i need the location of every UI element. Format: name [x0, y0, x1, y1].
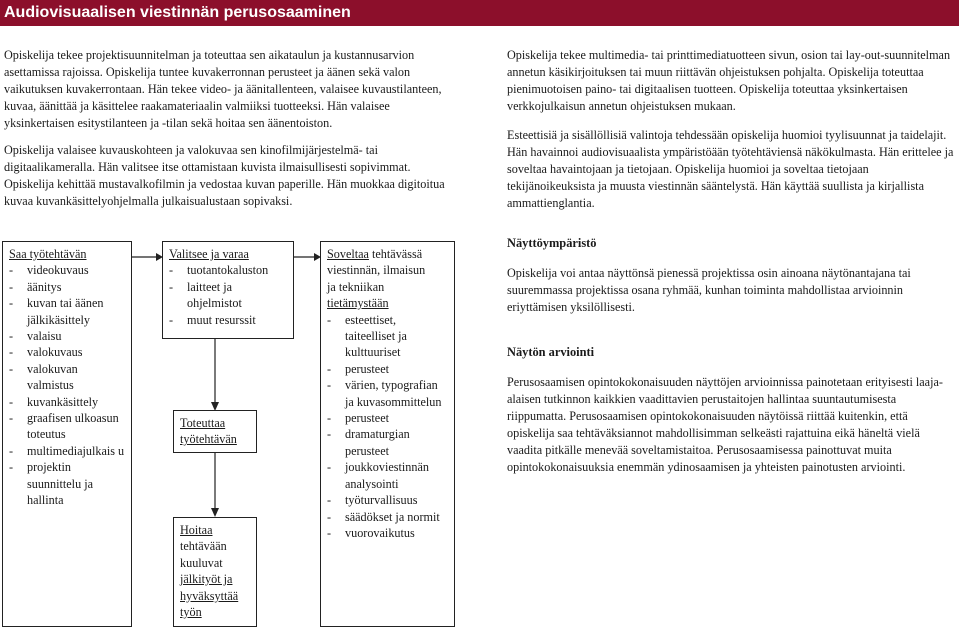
list-item: - työturvallisuus — [327, 492, 448, 508]
apply-heading — [327, 246, 448, 262]
execute-task-line1: Toteuttaa — [180, 416, 226, 430]
arrow-down-icon — [208, 452, 222, 518]
select-reserve-heading: Valitsee ja varaa — [169, 247, 249, 261]
apply-line2: ja tekniikan — [327, 279, 385, 294]
list-item: - valokuvaus — [9, 344, 125, 360]
handle-line5: hyväksyttää — [180, 588, 239, 603]
list-item: - projektin suunnittelu ja hallinta — [9, 459, 125, 508]
list-item: - värien, typografian ja kuvasommittelun — [327, 377, 448, 410]
handle-line1: Hoitaa — [180, 523, 213, 537]
arrow-right-icon — [294, 250, 322, 264]
assessment-text: Perusosaamisen opintokokonaisuuden näyttöjen arvioinnissa painotetaan erityisesti laaja-alaisen tutkinnon kaikkien vaadittavien perustaitojen hallintaa suuntautumisesta riippumatta. Perusosaamisen opintokokonaisuuden näytöissä riittää kuitenkin, että opiskelija saa tehtäväksiannot mahdollisimman selkeästi rajattuina eikä häneltä vielä vaadita pitkälle menevää soveltamistaitoa. Perusosaamisessa painottuvat muita opintokokonaisuuksia enemmän ydinosaamisen ja yhteisten painotusten arviointi. — [507, 375, 943, 474]
list-item: - perusteet — [327, 361, 448, 377]
list-item: - graafisen ulkoasun toteutus — [9, 410, 125, 443]
workplace-text: Opiskelija voi antaa näyttönsä pienessä projektissa osin ainoana näytönantajana tai suuremmassa projektissa osana ryhmää, kunhan toiminta mahdollistaa arvioinnin eriyttämisen yksilöllisesti. — [507, 266, 911, 314]
handle-line4: jälkityöt ja — [180, 572, 233, 587]
apply-line3: tietämystään — [327, 296, 389, 311]
list-item: - tuotantokaluston — [169, 262, 287, 278]
list-item: - dramaturgian perusteet — [327, 426, 448, 459]
list-item: - multimediajulkais u — [9, 443, 125, 459]
receive-task-box — [2, 241, 132, 627]
apply-line1: viestinnän, ilmaisun — [327, 263, 426, 278]
list-item: - vuorovaikutus — [327, 525, 448, 541]
list-item: - esteettiset, taiteelliset ja kulttuuriset — [327, 312, 448, 361]
list-item: - säädökset ja normit — [327, 509, 448, 525]
list-item: - muut resurssit — [169, 312, 287, 328]
right-paragraph-2: Esteettisiä ja sisällöllisiä valintoja tehdessään opiskelija huomioi tyylisuunnat ja taidelajit. Hän havainnoi audiovisuaalista ympäristöään työtehtäviensä näkökulmasta. Hän erittelee ja soveltaa havaintojaan ja tietojaan. Opiskelija huomioi ja soveltaa tietojaan tekijänoikeuksista ja muusta viestinnän sääntelystä. Hän käyttää suullista ja kirjallista ammattienglantia. — [507, 128, 954, 210]
page-title: Audiovisuaalisen viestinnän perusosaaminen — [0, 0, 959, 26]
left-paragraph-1: Opiskelija tekee projektisuunnitelman ja toteuttaa sen aikataulun ja kustannusarvion asettamissa rajoissa. Opiskelija tuntee kuvakerronnan perusteet ja äänen sekä valon vaikutuksen kuvakerrontaan. Hän tekee video- ja äänitallenteen, valaisee kuvaustilanteen, kuvaa, äänittää ja käsittelee raakamateriaalin valmiiksi tuotteeksi. Hän valaisee yksinkertaisen esitystilanteen ja -tilan sekä hoitaa sen äänentoiston. — [4, 48, 442, 130]
apply-knowledge-box — [320, 241, 455, 627]
list-item: - kuvankäsittely — [9, 394, 125, 410]
list-item: - perusteet — [327, 410, 448, 426]
apply-list — [327, 312, 448, 542]
left-paragraph-2: Opiskelija valaisee kuvauskohteen ja valokuvaa sen kinofilmijärjestelmä- tai digitaalikameralla. Hän valitsee itse ottamistaan kuvista ilmaisullisesti sopivimmat. Opiskelija kehittää mustavalkofilmin ja vedostaa kuvan paperille. Hän muokkaa digitoitua kuvaa kuvankäsittelyohjelmalla julkaisualustaan sopivaksi. — [4, 143, 445, 208]
list-item: - kuvan tai äänen jälkikäsittely — [9, 295, 125, 328]
list-item: - valaisu — [9, 328, 125, 344]
list-item: - joukkoviestinnän analysointi — [327, 459, 448, 492]
select-reserve-box — [162, 241, 294, 339]
apply-heading-rest: tehtävässä — [368, 247, 423, 261]
arrow-right-icon — [132, 250, 164, 264]
list-item: - äänitys — [9, 279, 125, 295]
apply-heading-verb: Soveltaa — [327, 247, 369, 261]
list-item: - valokuvan valmistus — [9, 361, 125, 394]
workplace-heading: Näyttöympäristö — [507, 236, 597, 250]
execute-task-line2: työtehtävän — [180, 432, 237, 447]
handle-line2: tehtävään — [180, 539, 227, 554]
arrow-down-icon — [208, 338, 222, 412]
handle-task-box — [173, 517, 257, 627]
receive-task-list — [9, 262, 125, 508]
execute-task-box — [173, 410, 257, 453]
list-item: - laitteet ja ohjelmistot — [169, 279, 287, 312]
select-reserve-list — [169, 262, 287, 328]
assessment-heading: Näytön arviointi — [507, 345, 595, 359]
right-paragraph-1: Opiskelija tekee multimedia- tai printtimediatuotteen sivun, osion tai lay-out-suunnitelman annetun käsikirjoituksen tai muun riittävän ohjeistuksen pohjalta. Opiskelija toteuttaa pienimuotoisen paino- tai digitaalisen tuotteen. Opiskelija toteuttaa yksinkertaisen verkkojulkaisun annetun ohjeistuksen mukaan. — [507, 48, 951, 113]
receive-task-heading: Saa työtehtävän — [9, 247, 87, 261]
handle-line6: työn — [180, 605, 202, 620]
list-item: - videokuvaus — [9, 262, 125, 278]
handle-line3: kuuluvat — [180, 555, 223, 570]
